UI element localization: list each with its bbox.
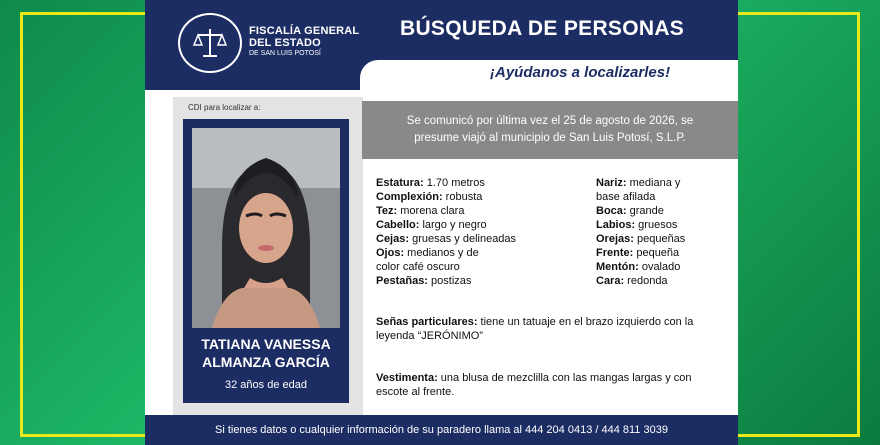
feature-row — [376, 218, 576, 232]
feature-label: Ojos: — [376, 247, 405, 259]
feature-value: ovalado — [638, 261, 681, 273]
last-seen-line-1: Se comunicó por última vez el 25 de agosto de 2026, se — [406, 115, 694, 127]
feature-value: redonda — [624, 275, 668, 287]
feature-value: base afilada — [596, 191, 656, 203]
person-name-line-1: TATIANA VANESSA — [201, 336, 331, 352]
feature-row — [596, 274, 736, 288]
features-left-column — [376, 176, 576, 288]
last-seen-line-2: presume viajó al municipio de San Luis Potosí, S.L.P. — [414, 132, 686, 144]
feature-row — [376, 260, 576, 274]
feature-value: gruesos — [635, 219, 678, 231]
contact-footer-text: Si tienes datos o cualquier información de su paradero llama al 444 204 0413 / 444 811 3039 — [215, 424, 668, 436]
person-age: 32 años de edad — [225, 379, 307, 391]
feature-value: mediana y — [626, 177, 681, 189]
clothing — [376, 371, 716, 399]
scales-of-justice-icon — [178, 13, 242, 73]
feature-value: medianos y de — [404, 247, 479, 259]
distinguishing-marks-value: tiene un tatuaje en el brazo izquierdo con la leyenda “JERÓNIMO” — [376, 316, 694, 342]
feature-label: Labios: — [596, 219, 636, 231]
feature-value: gruesas y delineadas — [409, 233, 517, 245]
feature-label: Mentón: — [596, 261, 639, 273]
feature-row — [596, 246, 736, 260]
clothing-label: Vestimenta: — [376, 372, 438, 384]
feature-label: Complexión: — [376, 191, 443, 203]
feature-label: Tez: — [376, 205, 398, 217]
logo-line-1: FISCALÍA GENERAL — [249, 25, 360, 37]
person-photo — [192, 128, 340, 328]
feature-value: robusta — [442, 191, 483, 203]
feature-label: Estatura: — [376, 177, 424, 189]
feature-row — [376, 246, 576, 260]
feature-row — [596, 190, 736, 204]
feature-label: Pestañas: — [376, 275, 428, 287]
distinguishing-marks-label: Señas particulares: — [376, 316, 478, 328]
feature-row — [596, 218, 736, 232]
poster-title: BÚSQUEDA DE PERSONAS — [400, 17, 685, 40]
feature-row — [376, 274, 576, 288]
feature-label: Cejas: — [376, 233, 410, 245]
poster-subtitle: ¡Ayúdanos a localizarles! — [490, 64, 671, 81]
feature-row — [596, 204, 736, 218]
feature-row — [596, 176, 736, 190]
feature-label: Boca: — [596, 205, 627, 217]
missing-person-poster — [145, 0, 738, 445]
distinguishing-marks — [376, 315, 716, 343]
clothing-value: una blusa de mezclilla con las mangas largas y con escote al frente. — [376, 372, 692, 398]
feature-value: color café oscuro — [376, 261, 460, 273]
agency-logo-text — [249, 25, 359, 59]
feature-label: Frente: — [596, 247, 634, 259]
feature-value: largo y negro — [419, 219, 487, 231]
feature-value: grande — [626, 205, 664, 217]
features-right-column — [596, 176, 736, 288]
feature-row — [596, 232, 736, 246]
feature-row — [376, 176, 576, 190]
last-seen-banner — [362, 101, 738, 159]
person-name — [183, 335, 349, 371]
feature-row — [596, 260, 736, 274]
feature-label: Cara: — [596, 275, 625, 287]
poster-header — [145, 0, 738, 90]
feature-value: pequeña — [633, 247, 680, 259]
feature-label: Cabello: — [376, 219, 420, 231]
feature-value: 1.70 metros — [423, 177, 485, 189]
feature-row — [376, 204, 576, 218]
feature-value: pequeñas — [633, 233, 686, 245]
feature-value: morena clara — [397, 205, 465, 217]
logo-line-3: DE SAN LUIS POTOSÍ — [249, 50, 321, 57]
cdi-label: CDI para localizar a: — [188, 103, 261, 112]
person-name-line-2: ALMANZA GARCÍA — [202, 354, 330, 370]
feature-row — [376, 232, 576, 246]
logo-line-2: DEL ESTADO — [249, 37, 321, 49]
feature-value: postizas — [427, 275, 472, 287]
feature-label: Nariz: — [596, 177, 627, 189]
feature-label: Orejas: — [596, 233, 634, 245]
feature-row — [376, 190, 576, 204]
